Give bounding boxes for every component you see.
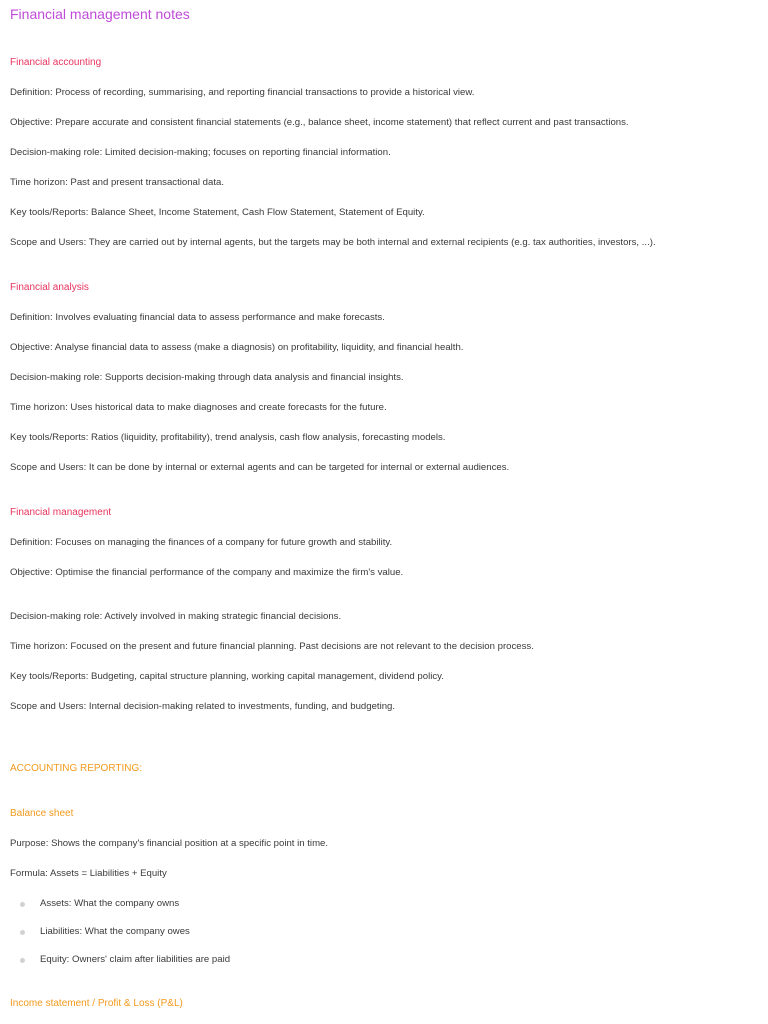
fa-definition: Definition: Process of recording, summarising, and reporting financial transactions to provide a historical view. xyxy=(10,87,475,98)
page-title: Financial management notes xyxy=(10,6,190,22)
bs-bullet-assets: Assets: What the company owns xyxy=(40,898,180,909)
bs-bullet-equity: Equity: Owners' claim after liabilities are paid xyxy=(40,954,231,965)
fan-scope-users: Scope and Users: It can be done by internal or external agents and can be targeted for internal or external audiences. xyxy=(10,462,510,473)
heading-balance-sheet: Balance sheet xyxy=(10,808,74,819)
fan-time-horizon: Time horizon: Uses historical data to make diagnoses and create forecasts for the future. xyxy=(10,402,387,413)
fa-key-tools: Key tools/Reports: Balance Sheet, Income Statement, Cash Flow Statement, Statement of Equity. xyxy=(10,207,425,218)
fan-definition: Definition: Involves evaluating financial data to assess performance and make forecasts. xyxy=(10,312,385,323)
bs-formula: Formula: Assets = Liabilities + Equity xyxy=(10,868,167,879)
heading-financial-analysis: Financial analysis xyxy=(10,282,89,293)
fm-definition: Definition: Focuses on managing the finances of a company for future growth and stability. xyxy=(10,537,393,548)
fan-decision-role: Decision-making role: Supports decision-making through data analysis and financial insights. xyxy=(10,372,404,383)
heading-accounting-reporting: ACCOUNTING REPORTING: xyxy=(10,763,143,774)
fm-scope-users: Scope and Users: Internal decision-making related to investments, funding, and budgeting. xyxy=(10,701,396,712)
fm-decision-role: Decision-making role: Actively involved in making strategic financial decisions. xyxy=(10,611,342,622)
fan-key-tools: Key tools/Reports: Ratios (liquidity, profitability), trend analysis, cash flow analysis, forecasting models. xyxy=(10,432,446,443)
fa-objective: Objective: Prepare accurate and consistent financial statements (e.g., balance sheet, income statement) that reflect current and past transactions. xyxy=(10,117,629,128)
bs-bullet-liabilities: Liabilities: What the company owes xyxy=(40,926,190,937)
fm-objective: Objective: Optimise the financial performance of the company and maximize the firm's value. xyxy=(10,567,404,578)
fm-time-horizon: Time horizon: Focused on the present and future financial planning. Past decisions are not relevant to the decision process. xyxy=(10,641,534,652)
fa-time-horizon: Time horizon: Past and present transactional data. xyxy=(10,177,225,188)
heading-financial-accounting: Financial accounting xyxy=(10,57,102,68)
fm-key-tools: Key tools/Reports: Budgeting, capital structure planning, working capital management, dividend policy. xyxy=(10,671,444,682)
bullet-dot-icon xyxy=(20,902,25,907)
fa-scope-users: Scope and Users: They are carried out by internal agents, but the targets may be both internal and external recipients (e.g. tax authorities, investors, ...). xyxy=(10,237,656,248)
bs-purpose: Purpose: Shows the company's financial position at a specific point in time. xyxy=(10,838,329,849)
heading-income-statement: Income statement / Profit & Loss (P&L) xyxy=(10,998,183,1009)
bullet-dot-icon xyxy=(20,930,25,935)
fa-decision-role: Decision-making role: Limited decision-making; focuses on reporting financial information. xyxy=(10,147,391,158)
heading-financial-management: Financial management xyxy=(10,507,112,518)
fan-objective: Objective: Analyse financial data to assess (make a diagnosis) on profitability, liquidity, and financial health. xyxy=(10,342,464,353)
bullet-dot-icon xyxy=(20,958,25,963)
